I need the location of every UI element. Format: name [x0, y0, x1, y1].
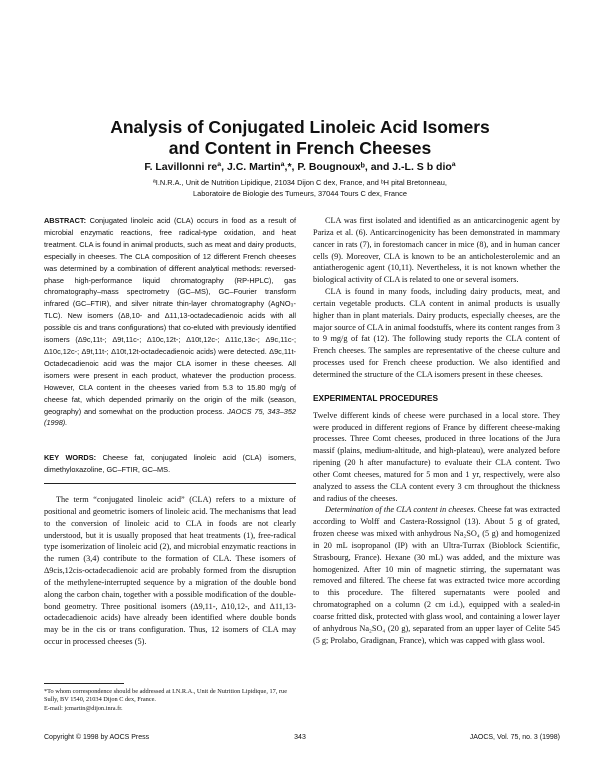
author-list: F. Lavillonni reª, J.C. Martinª,*, P. Bougnouxᵇ, and J.-L. S b dioª: [144, 161, 456, 173]
footnote-email: E-mail: jcmartin@dijon.inra.fr.: [44, 704, 123, 712]
abstract-label: ABSTRACT:: [44, 216, 87, 225]
right-column: [313, 215, 560, 647]
intro-block: [44, 494, 296, 648]
abstract-text: Conjugated linoleic acid (CLA) occurs in food as a result of microbial enzymatic reactions, free radical-type oxidation, and heat treatment. CLA is found in animal products, such as meat and dairy products, especially in cheeses. The CLA composition of 12 different French cheeses was determined by a combination of different analytical methods: reversed-phase high-performance liquid chromatography (RP-HPLC), gas chromatography–mass spectrometry (GC–MS), GC–Fourier transform infrared (GC–FTIR), and silver nitrate thin-layer chromatography (AgNO₃-TLC). New isomers (Δ8,10- and Δ11,13-octadecadienoic acids with all possible cis and trans configurations) that co-eluted with previously identified isomers (Δ9c,11t-; Δ9t,11c-; Δ10c,12t-; Δ10t,12c-; Δ11c,13c-; Δ9c,11c-; Δ10c,12c-; Δ9t,11t-; Δ10t,12t-octadecadienoic acids) were detected. Δ9c,11t-Octadecadienoic acid was the major CLA isomer in these cheeses. All isomers were present in each product, whatever the production process. However, CLA content in the cheeses varied from 5.3 to 15.80 mg/g of cheese fat, which depended primarily on the origin of the milk (season, geography) and somewhat on the production process.: [44, 216, 296, 416]
page-number: 343: [294, 734, 306, 741]
footnote-line-1: *To whom correspondence should be addressed at I.N.R.A., Unit de Nutrition Lipidique, 17, rue Sully, BV 1540, 21034 Dijon C dex, France.: [44, 688, 287, 704]
affiliations: [0, 177, 600, 199]
copyright-notice: Copyright © 1998 by AOCS Press: [44, 734, 150, 741]
title-line-1: Analysis of Conjugated Linoleic Acid Isomers: [110, 117, 490, 137]
right-paragraph-1: CLA was first isolated and identified as an anticarcinogenic agent by Pariza et al. (6). Anticarcinogenicity has been demonstrated in mammary cancer in rats (7), in forestomach cancer in mice (8), and in human cancer cells (9). Moreover, CLA is known to be an anticholesterolemic and an antiatherogenic agent (10,11). Nevertheless, it is not known whether the biological activity of CLA is related to one or several isomers.: [313, 216, 560, 285]
right-paragraph-4: Cheese fat was extracted according to Wolff and Castera-Rossignol (13). About 5 g of grated, frozen cheese was mixed with anhydrous Na₂SO₄ (5 g) and homogenized in 20 mL isopropanol (IP) with an Ultra-Turrax (Bioblock Scientific, Strasbourg, France). Hexane (30 mL) was added, and the mixture was homogenized. After 10 min of magnetic stirring, the supernatant was removed and filtered. The cheese fat was extracted twice more according to this procedure. The filtered supernatants were pooled and chromatographed on a column (2 cm i.d.), equipped with a sealed-in coarse fritted disk, protected with glass wool, and containing a lower layer of anhydrous Na₂SO₄ (20 g), separated from an upper layer of Celite 545 (5 g; Prolabo, Gradignan, France), which was capped with glass wool.: [313, 505, 560, 645]
affiliation-line-2: Laboratoire de Biologie des Tumeurs, 37044 Tours C dex, France: [193, 189, 407, 198]
abstract-block: [44, 215, 296, 429]
right-paragraph-2: CLA is found in many foods, including dairy products, meat, and certain vegetable products. CLA content in animal products is usually higher than in plant materials. Dairy products, especially cheeses, are the major source of CLA in animal foodstuffs, where its content ranges from 3 to 9 mg/g of fat (12). The following study reports the CLA content of French cheeses. The samples are representative of the cheese culture and processes used for French cheese production. We also identified and determined the structure of the CLA isomers present in these cheeses.: [313, 287, 560, 379]
correspondence-footnote: [44, 688, 296, 713]
subsection-title: Determination of the CLA content in cheeses.: [325, 505, 476, 515]
abstract: [44, 215, 296, 429]
intro-paragraph: The term “conjugated linoleic acid” (CLA) refers to a mixture of positional and geometric isomers of linoleic acid. The mechanisms that lead to the conversion of linoleic acid to CLA in foods are not clearly understood, but it is usually proposed that heat treatments (1), free-radical type isomerization of linoleic acid (2), and microbial enzymatic reactions in the rumen (3,4) contribute to the formation of CLA. These isomers of Δ9cis,12cis-octadecadienoic acid are probably formed from the disruption of the methylene-interrupted sequence by a migration of the double bond along the carbon chain, together with a possible modification of the double-bond geometry. Three positional isomers (Δ9,11-, Δ10,12-, and Δ11,13-octadecadienoic acids) have already been identified where double bonds may be in the cis or trans configuration. Thus, 12 isomers of CLA may occur in processed cheeses (5).: [44, 495, 296, 647]
keywords-label: KEY WORDS:: [44, 453, 97, 462]
footnote-divider: [44, 683, 124, 684]
keywords-block: [44, 452, 296, 476]
section-heading-experimental: EXPERIMENTAL PROCEDURES: [313, 392, 439, 403]
keywords-text: Cheese fat, conjugated linoleic acid (CLA) isomers, dimethyloxazoline, GC–FTIR, GC–MS.: [44, 453, 296, 474]
affiliation-line-1: ªI.N.R.A., Unit de Nutrition Lipidique, 21034 Dijon C dex, France, and ᵇH pital Bretonneau,: [153, 178, 447, 187]
right-paragraph-3: Twelve different kinds of cheese were purchased in a local store. They were produced in different regions of France by different cheese-making processes. Three Comt cheeses, produced in three locations of the Jura massif (plains, medium-altitude, and high-plateau), were analyzed before ripening (20 h after manufacture) to evaluate their CLA content. Two other Comt cheeses, matured for 5 mon and 1 yr, respectively, were also analyzed to assess the CLA content every 3 cm throughout the thickness and radius of the cheeses.: [313, 410, 560, 503]
abstract-citation: JAOCS 75, 343–352 (1998).: [44, 406, 296, 428]
title-line-2: and Content in French Cheeses: [168, 138, 432, 158]
section-divider: [44, 483, 296, 484]
paper-title: [0, 117, 600, 159]
journal-citation: JAOCS, Vol. 75, no. 3 (1998): [469, 734, 560, 741]
